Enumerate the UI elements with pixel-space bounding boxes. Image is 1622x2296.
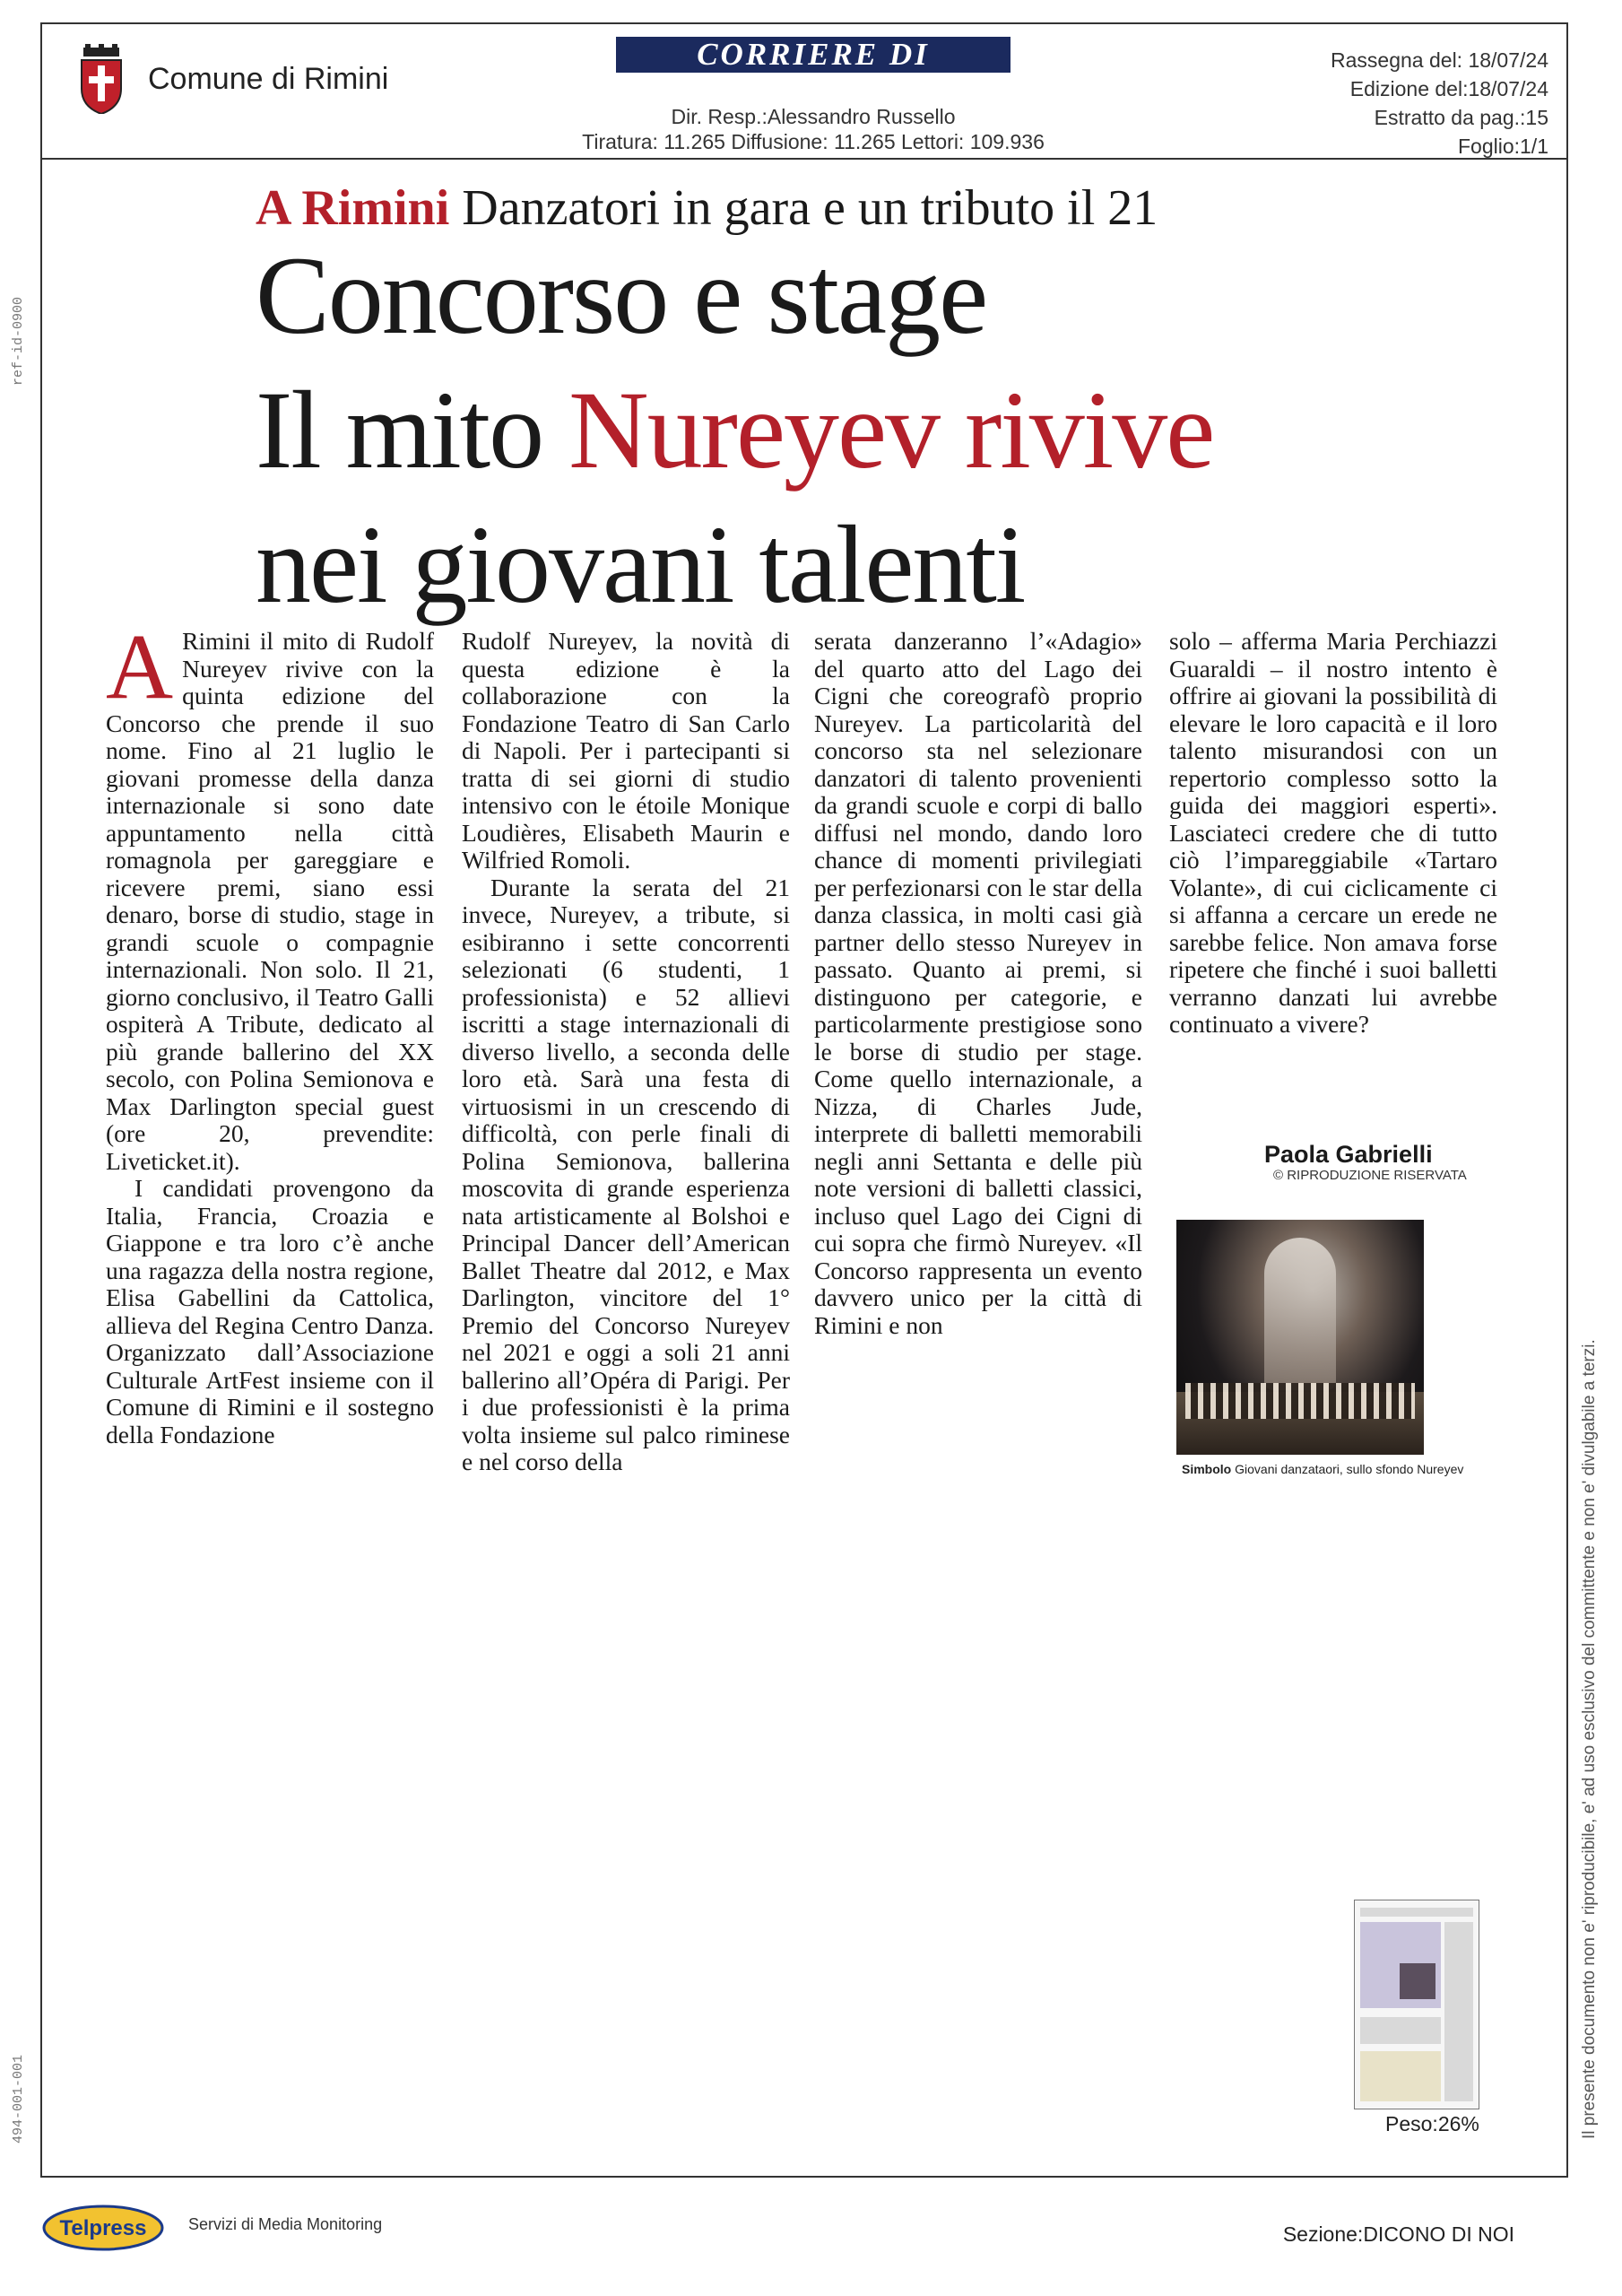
paragraph: Rudolf Nureyev, la novità di questa edizione è la collaborazione con la Fondazione Teatro di San Carlo di Napoli. Per i partecipanti si tratta di sei giorni di studio intensivo con le étoile Monique Loudières, Elisabeth Maurin e Wilfried Romoli. — [462, 627, 790, 874]
newspaper-masthead: CORRIERE DI BOLOGNA — [616, 37, 1010, 73]
edizione-date: Edizione del:18/07/24 — [1349, 77, 1548, 100]
photo-caption: Simbolo Giovani danzataori, sullo sfondo Nureyev — [1182, 1462, 1464, 1476]
telpress-logo-icon — [40, 2197, 166, 2253]
circulation-line: Tiratura: 11.265 Diffusione: 11.265 Lettori: 109.936 — [582, 130, 1045, 153]
copyright-note: © RIPRODUZIONE RISERVATA — [1273, 1168, 1467, 1183]
editor-line: Dir. Resp.:Alessandro Russello — [671, 105, 956, 128]
paragraph: I candidati provengono da Italia, Francia, Croazia e Giappone e tra loro c’è anche una ragazza della nostra regione, Elisa Gabellini da Cattolica, allieva del Regina Centro Danza. Organizzato dall’Associazione Culturale ArtFest insieme con il Comune di Rimini e il sostegno della Fondazione — [106, 1174, 434, 1448]
page-thumbnail — [1354, 1900, 1479, 2109]
svg-text:Telpress: Telpress — [59, 2216, 147, 2240]
ref-id-bottom: 494-001-001 — [11, 2054, 26, 2144]
article-column-4 — [1169, 628, 1497, 1039]
press-header — [40, 22, 1568, 160]
kicker-location: A Rimini — [256, 180, 450, 236]
drop-cap: A — [106, 615, 174, 718]
ref-id-top: ref-id-0900 — [11, 296, 26, 386]
sheet-number: Foglio:1/1 — [1457, 135, 1548, 158]
rimini-crest-icon — [78, 44, 125, 114]
article-photo — [1176, 1220, 1424, 1455]
headline-highlight: Nureyev rivive — [568, 369, 1214, 491]
author-byline: Paola Gabrielli — [1264, 1141, 1433, 1168]
legal-notice: Il presente documento non e' riproducibile, e' ad uso esclusivo del committente e non e' divulgabile a terzi. — [1580, 1339, 1599, 2139]
section-label: Sezione:DICONO DI NOI — [1282, 2222, 1514, 2246]
dancers-row — [1185, 1383, 1415, 1419]
paragraph: serata danzeranno l’«Adagio» del quarto atto del Lago dei Cigni che coreografò proprio Nureyev. La particolarità del concorso sta nel selezionare danzatori di talento provenienti da grandi scuole e corpi di ballo diffusi nel mondo, dando loro chance di momenti privilegiati per perfezionarsi con le star della danza classica, in molti casi già partner dello stesso Nureyev in passato. Quanto ai premi, si distinguono per categorie, e particolarmente prestigiose sono le borse di studio per stage. Come quello internazionale, a Nizza, di Charles Jude, interprete di balletti memorabili negli anni Settanta e delle più note versioni di balletti classici, incluso quel Lago dei Cigni di cui sopra che firmò Nureyev. «Il Concorso rappresenta un evento davvero unico per la città di Rimini e non — [814, 627, 1142, 1339]
article-column-3 — [814, 628, 1142, 1339]
headline-line-1: Concorso e stage — [256, 234, 987, 357]
rassegna-date: Rassegna del: 18/07/24 — [1331, 48, 1548, 72]
monitoring-service: Servizi di Media Monitoring — [188, 2215, 383, 2233]
article-column-2 — [462, 628, 790, 1476]
paragraph: Durante la serata del 21 invece, Nureyev, a tribute, si esibiranno i sette concorrenti selezionati (6 studenti, 1 professionista) e 52 allievi iscritti a stage internazionali di diverso livello, a seconda delle loro età. Sarà una festa di virtuosismi in un crescendo di difficoltà, con perle finali di Polina Semionova, ballerina moscovita di grande esperienza nata artisticamente al Bolshoi e Principal Dancer dell’American Ballet Theatre dal 2012, e Max Darlington, vincitore del 1° Premio del Concorso Nureyev nel 2021 e oggi a soli 21 anni ballerino all’Opéra di Parigi. Per i due professionisti è la prima volta insieme sul palco riminese e nel corso della — [462, 873, 790, 1475]
page-extract: Estratto da pag.:15 — [1374, 106, 1548, 129]
headline-line-2: Il mito Nureyev rivive — [256, 369, 1214, 491]
kicker-text: Danzatori in gara e un tributo il 21 — [462, 180, 1158, 236]
article-column-1 — [106, 615, 434, 1448]
paragraph: Rimini il mito di Rudolf Nureyev rivive con la quinta edizione del Concorso che prende il suo nome. Fino al 21 luglio le giovani promesse della danza internazionale si sono date appuntamento nella città romagnola per gareggiare e ricevere premi, siano essi denaro, borse di studio, stage in grandi scuole o compagnie internazionali. Non solo. Il 21, giorno conclusivo, il Teatro Galli ospiterà A Tribute, dedicato al più grande ballerino del XX secolo, con Polina Semionova e Max Darlington special guest (ore 20, prevendite: Liveticket.it). — [106, 627, 434, 1175]
comune-name: Comune di Rimini — [148, 62, 389, 96]
paragraph: solo – afferma Maria Perchiazzi Guaraldi – il nostro intento è offrire ai giovani la possibilità di elevare le loro capacità e il loro talento misurandosi con un repertorio complesso sotto la guida dei maggiori esperti». Lasciateci credere che di tutto ciò l’impareggiabile «Tartaro Volante», di cui ciclicamente ci si affanna a cercare un erede ne sarebbe felice. Non amava forse ripetere che finché i suoi balletti verranno danzati lui avrebbe continuato a vivere? — [1169, 627, 1497, 1038]
page-weight: Peso:26% — [1385, 2112, 1479, 2135]
nureyev-figure — [1264, 1238, 1336, 1390]
press-review-meta — [1331, 46, 1548, 161]
article-headline — [256, 229, 1213, 632]
headline-line-3: nei giovani talenti — [256, 503, 1025, 626]
